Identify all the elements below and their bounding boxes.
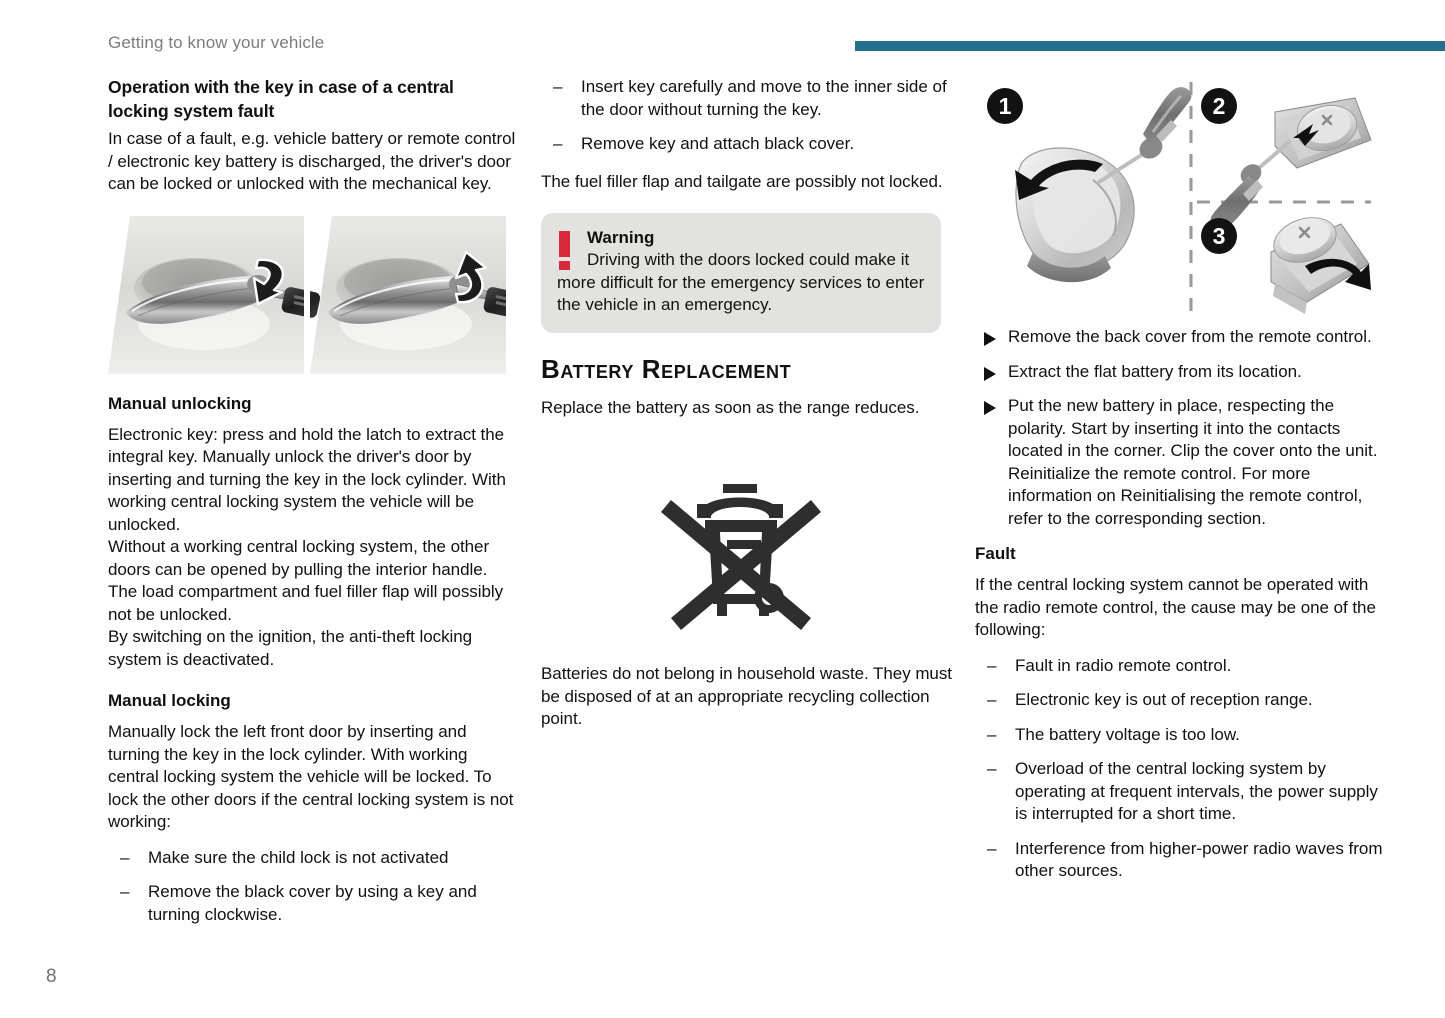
subsection-title-manual-locking: Manual locking — [108, 691, 231, 710]
chapter-title-battery-replacement: Battery Replacement — [541, 353, 792, 384]
list-item: – Fault in radio remote control. — [975, 655, 1386, 678]
step-3-panel — [1268, 210, 1371, 314]
manual-locking-bullet-list — [108, 847, 519, 927]
warning-callout — [541, 213, 941, 333]
exclamation-icon — [559, 231, 570, 270]
list-item: – Remove key and attach black cover. — [541, 133, 952, 156]
left-column — [108, 76, 519, 938]
middle-column — [541, 76, 952, 938]
subsection-title-manual-unlocking: Manual unlocking — [108, 393, 252, 413]
list-item: – The battery voltage is too low. — [975, 724, 1386, 747]
key-steps-bullet-list — [541, 76, 952, 156]
manual-locking-paragraph: Manually lock the left front door by inserting and turning the key in the lock cylinder. With working central locking system the vehicle will be locked. To lock the other doors if the central locking system is not working: — [108, 722, 514, 831]
fault-intro-paragraph: If the central locking system cannot be operated with the radio remote control, the cause may be one of the following: — [975, 575, 1376, 639]
list-item: – Interference from higher-power radio waves from other sources. — [975, 838, 1386, 883]
step-1-panel — [1015, 87, 1191, 282]
manual-unlocking-paragraph-4: By switching on the ignition, the anti-theft locking system is deactivated. — [108, 627, 473, 669]
fault-causes-bullet-list — [975, 655, 1386, 883]
step-badge-1 — [987, 88, 1023, 124]
svg-text:1: 1 — [998, 93, 1012, 119]
header-accent-rule — [855, 41, 1445, 51]
list-item: – Insert key carefully and move to the inner side of the door without turning the key. — [541, 76, 952, 121]
page-header — [0, 0, 1445, 62]
list-item: – Electronic key is out of reception range. — [975, 689, 1386, 712]
page-number: 8 — [46, 966, 57, 987]
step-badge-3 — [1201, 218, 1237, 254]
intro-paragraph: In case of a fault, e.g. vehicle battery or remote control / electronic key battery is discharged, the driver's door can be locked or unlocked with the mechanical key. — [108, 129, 516, 193]
battery-replacement-steps-list — [975, 326, 1386, 530]
page-columns — [0, 76, 1445, 938]
battery-disposal-note: Batteries do not belong in household waste. They must be disposed of at an appropriate recycling collection point. — [541, 664, 952, 728]
list-item: – Make sure the child lock is not activated — [108, 847, 519, 870]
battery-replacement-intro: Replace the battery as soon as the range reduces. — [541, 397, 920, 417]
list-item: Put the new battery in place, respecting the polarity. Start by inserting it into the contacts located in the corner. Clip the cover onto the unit. Reinitialize the remote control. For more information on Reinitialising the remote control, refer to the corresponding section. — [975, 395, 1386, 530]
section-title-operation-with-key: Operation with the key in case of a central locking system fault — [108, 77, 454, 121]
warning-body: Driving with the doors locked could make it more difficult for the emergency services to enter the vehicle in an emergency. — [557, 250, 925, 314]
door-handle-key-illustration — [108, 216, 506, 374]
remote-control-battery-steps-illustration — [975, 76, 1375, 324]
fuel-flap-note: The fuel filler flap and tailgate are possibly not locked. — [541, 171, 943, 191]
svg-text:3: 3 — [1212, 223, 1226, 249]
manual-unlocking-paragraph-1: Electronic key: press and hold the latch to extract the integral key. Manually unlock the driver's door by inserting and turning the key in the lock cylinder. With working central locking system the vehicle will be unlocked. — [108, 424, 506, 534]
svg-text:2: 2 — [1212, 93, 1226, 119]
manual-unlocking-paragraph-2: Without a working central locking system, the other doors can be opened by pulling the interior handle. — [108, 537, 490, 579]
list-item: Extract the flat battery from its location. — [975, 361, 1386, 384]
page-header-title: Getting to know your vehicle — [108, 33, 325, 52]
subsection-title-fault: Fault — [975, 544, 1016, 563]
warning-title: Warning — [587, 228, 655, 247]
manual-unlocking-paragraph-3: The load compartment and fuel filler flap will possibly not be unlocked. — [108, 582, 504, 624]
crossed-out-wheelie-bin-icon — [541, 453, 941, 663]
step-badge-2 — [1201, 88, 1237, 124]
list-item: – Overload of the central locking system by operating at frequent intervals, the power supply is interrupted for a short time. — [975, 758, 1386, 826]
list-item: – Remove the black cover by using a key and turning clockwise. — [108, 881, 519, 926]
right-column — [975, 76, 1386, 938]
list-item: Remove the back cover from the remote control. — [975, 326, 1386, 349]
step-2-panel — [1210, 98, 1371, 231]
